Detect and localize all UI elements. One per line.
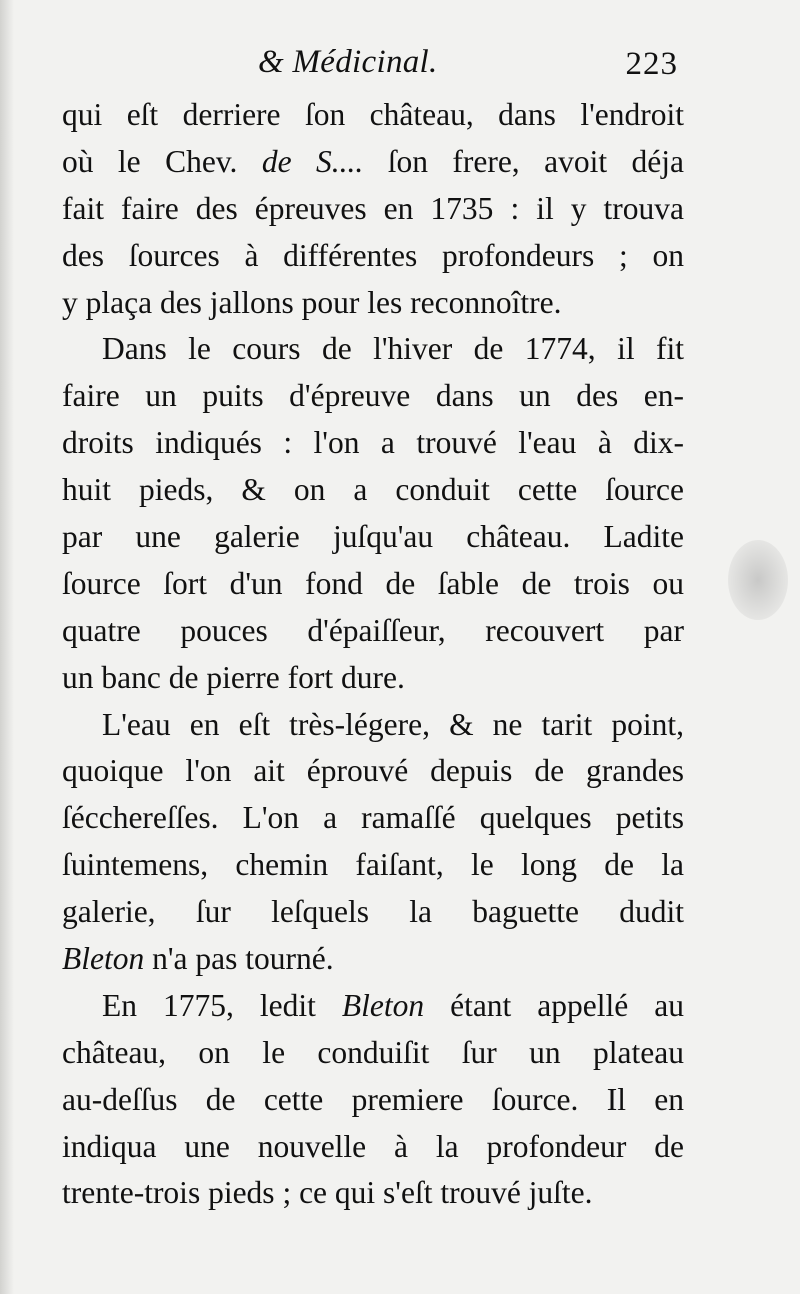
text-line [62,139,684,186]
text-run: quatre pouces d'épaiſſeur, recouvert par [62,612,684,648]
text-run: huit pieds, & on a conduit cette ſource [62,472,684,508]
text-run: y plaça des jallons pour les reconnoître. [62,284,562,320]
text-run: ſon frere, avoit déja [363,143,684,179]
text-run: ſource ſort d'un fond de ſable de trois ou [62,565,684,601]
text-run: n'a pas tourné. [144,941,334,977]
text-line [62,936,684,983]
text-run: En 1775, ledit [102,987,342,1023]
text-run: au-deſſus de cette premiere ſource. Il en [62,1081,684,1117]
paragraph [62,92,684,326]
text-line [62,702,684,749]
text-run: par une galerie juſqu'au château. Ladite [62,519,684,555]
text-run: où le Chev. [62,143,262,179]
text-line [62,186,684,233]
text-line [62,280,684,327]
text-run: trente-trois pieds ; ce qui s'eſt trouvé juſte. [62,1175,593,1211]
text-run: quoique l'on ait éprouvé depuis de grandes [62,753,684,789]
text-line [62,983,684,1030]
text-run: ſécchereſſes. L'on a ramaſſé quelques petits [62,800,684,836]
text-run: des ſources à différentes profondeurs ; on [62,237,684,273]
text-run: ſuintemens, chemin faiſant, le long de la [62,847,684,883]
text-line [62,608,684,655]
text-line [62,795,684,842]
italic-text: Bleton [62,941,145,977]
text-line [62,1030,684,1077]
paragraph [62,326,684,701]
page-number: 223 [625,46,678,82]
paragraph [62,702,684,983]
text-line [62,326,684,373]
text-line [62,842,684,889]
text-run: faire un puits d'épreuve dans un des en- [62,378,684,414]
text-line [62,561,684,608]
text-run: indiqua une nouvelle à la profondeur de [62,1128,684,1164]
text-run: un banc de pierre fort dure. [62,659,405,695]
text-run: qui eſt derriere ſon château, dans l'endroit [62,97,684,132]
text-line [62,92,684,139]
text-line [62,889,684,936]
text-run: étant appellé au [424,987,684,1023]
italic-text: Bleton [341,987,425,1023]
text-run: château, on le conduiſit ſur un plateau [62,1034,684,1070]
text-run: galerie, ſur leſquels la baguette dudit [62,894,684,930]
italic-text: de S.... [261,143,364,179]
text-run: Dans le cours de l'hiver de 1774, il fit [102,331,684,367]
page-edge-shadow [0,0,14,1294]
page-header [62,44,682,94]
text-line [62,233,684,280]
body-text [62,92,684,1217]
text-line [62,373,684,420]
running-title: & Médicinal. [258,44,438,80]
text-run: fait faire des épreuves en 1735 : il y trouva [62,190,684,226]
text-line [62,748,684,795]
text-line [62,1124,684,1171]
text-line [62,1077,684,1124]
text-line [62,467,684,514]
text-line [62,420,684,467]
text-line [62,1170,684,1217]
paper-stain [728,540,788,620]
paragraph [62,983,684,1217]
text-line [62,655,684,702]
text-run: L'eau en eſt très-légere, & ne tarit point, [102,706,684,742]
text-line [62,514,684,561]
text-run: droits indiqués : l'on a trouvé l'eau à dix- [62,425,684,461]
